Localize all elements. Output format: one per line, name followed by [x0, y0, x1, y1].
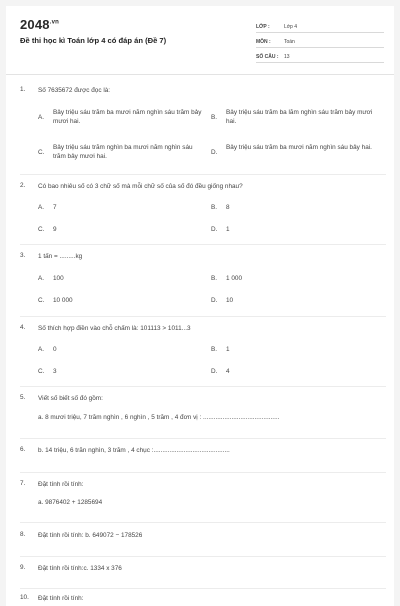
divider [20, 472, 386, 473]
divider [20, 438, 386, 439]
meta-class: LỚP : Lớp 4 [256, 20, 384, 33]
meta-subject: MÔN : Toán [256, 35, 384, 48]
divider [20, 316, 386, 317]
page-title: Đề thi học kì Toán lớp 4 có đáp án (Đề 7) [20, 36, 167, 45]
divider [20, 588, 386, 589]
exam-header [6, 6, 394, 68]
divider [20, 556, 386, 557]
question-5-blank[interactable]: a. 8 mươi triệu, 7 trăm nghìn , 6 nghìn , 5 trăm , 4 đơn vị : ........................................... [38, 414, 280, 421]
divider [20, 244, 386, 245]
header-divider [6, 74, 394, 75]
question-7-sub: a. 9876402 + 1285694 [38, 499, 103, 506]
site-logo[interactable]: $2048^{.vn}$ [20, 17, 60, 32]
meta-question-count: SỐ CÂU : 13 [256, 50, 384, 63]
exam-page: $2048^{.vn}$ Đề thi học kì Toán lớp 4 có đáp án (Đề 7) LỚP : Lớp 4 MÔN : Toán SỐ CÂU : 13 1. Số 7635672 được đọc là: A. Bảy triệu sáu trăm ba mươi năm nghìn sáu trăm bảy mươi hai. B. Bảy triệu sáu trăm ba lăm nghìn sáu trăm bảy mươi hai. C. Bảy triệu sáu trăm nghìn ba mươi năm nghìn sáu trăm bảy mươi hai. D. Bảy triệu sáu trăm ba mươi năm nghìn sáu bảy hai. 2. Có bao nhiêu số có 3 chữ số mà mỗi chữ số của số đó đều giống nhau? A. 7 B. 8 C. 9 D. 1 3. 1 tấn = .........kg A. 100 B. 1 000 C. 10 000 D. 10 4. Số thích hợp điền vào chỗ chấm là: 101113 > 1011...3 A. 0 B. 1 C. 3 D. 4 5. Viết số biết số đó gồm: a. 8 mươi triệu, 7 trăm nghìn , 6 nghìn , 5 trăm , 4 đơn vị : ........................................... 6. b. 14 triệu, 6 trăn nghìn, 3 trăm , 4 chục :........................................... 7. Đặt tính rồi tính: a. 9876402 + 1285694 8. Đặt tính rồi tính: b. 649072 − 178526 9. Đặt tính rồi tính:c. 1334 x 376 10. Đặt tính rồi tính: [6, 6, 394, 606]
exam-meta [256, 20, 384, 65]
divider [20, 174, 386, 175]
divider [20, 386, 386, 387]
divider [20, 522, 386, 523]
